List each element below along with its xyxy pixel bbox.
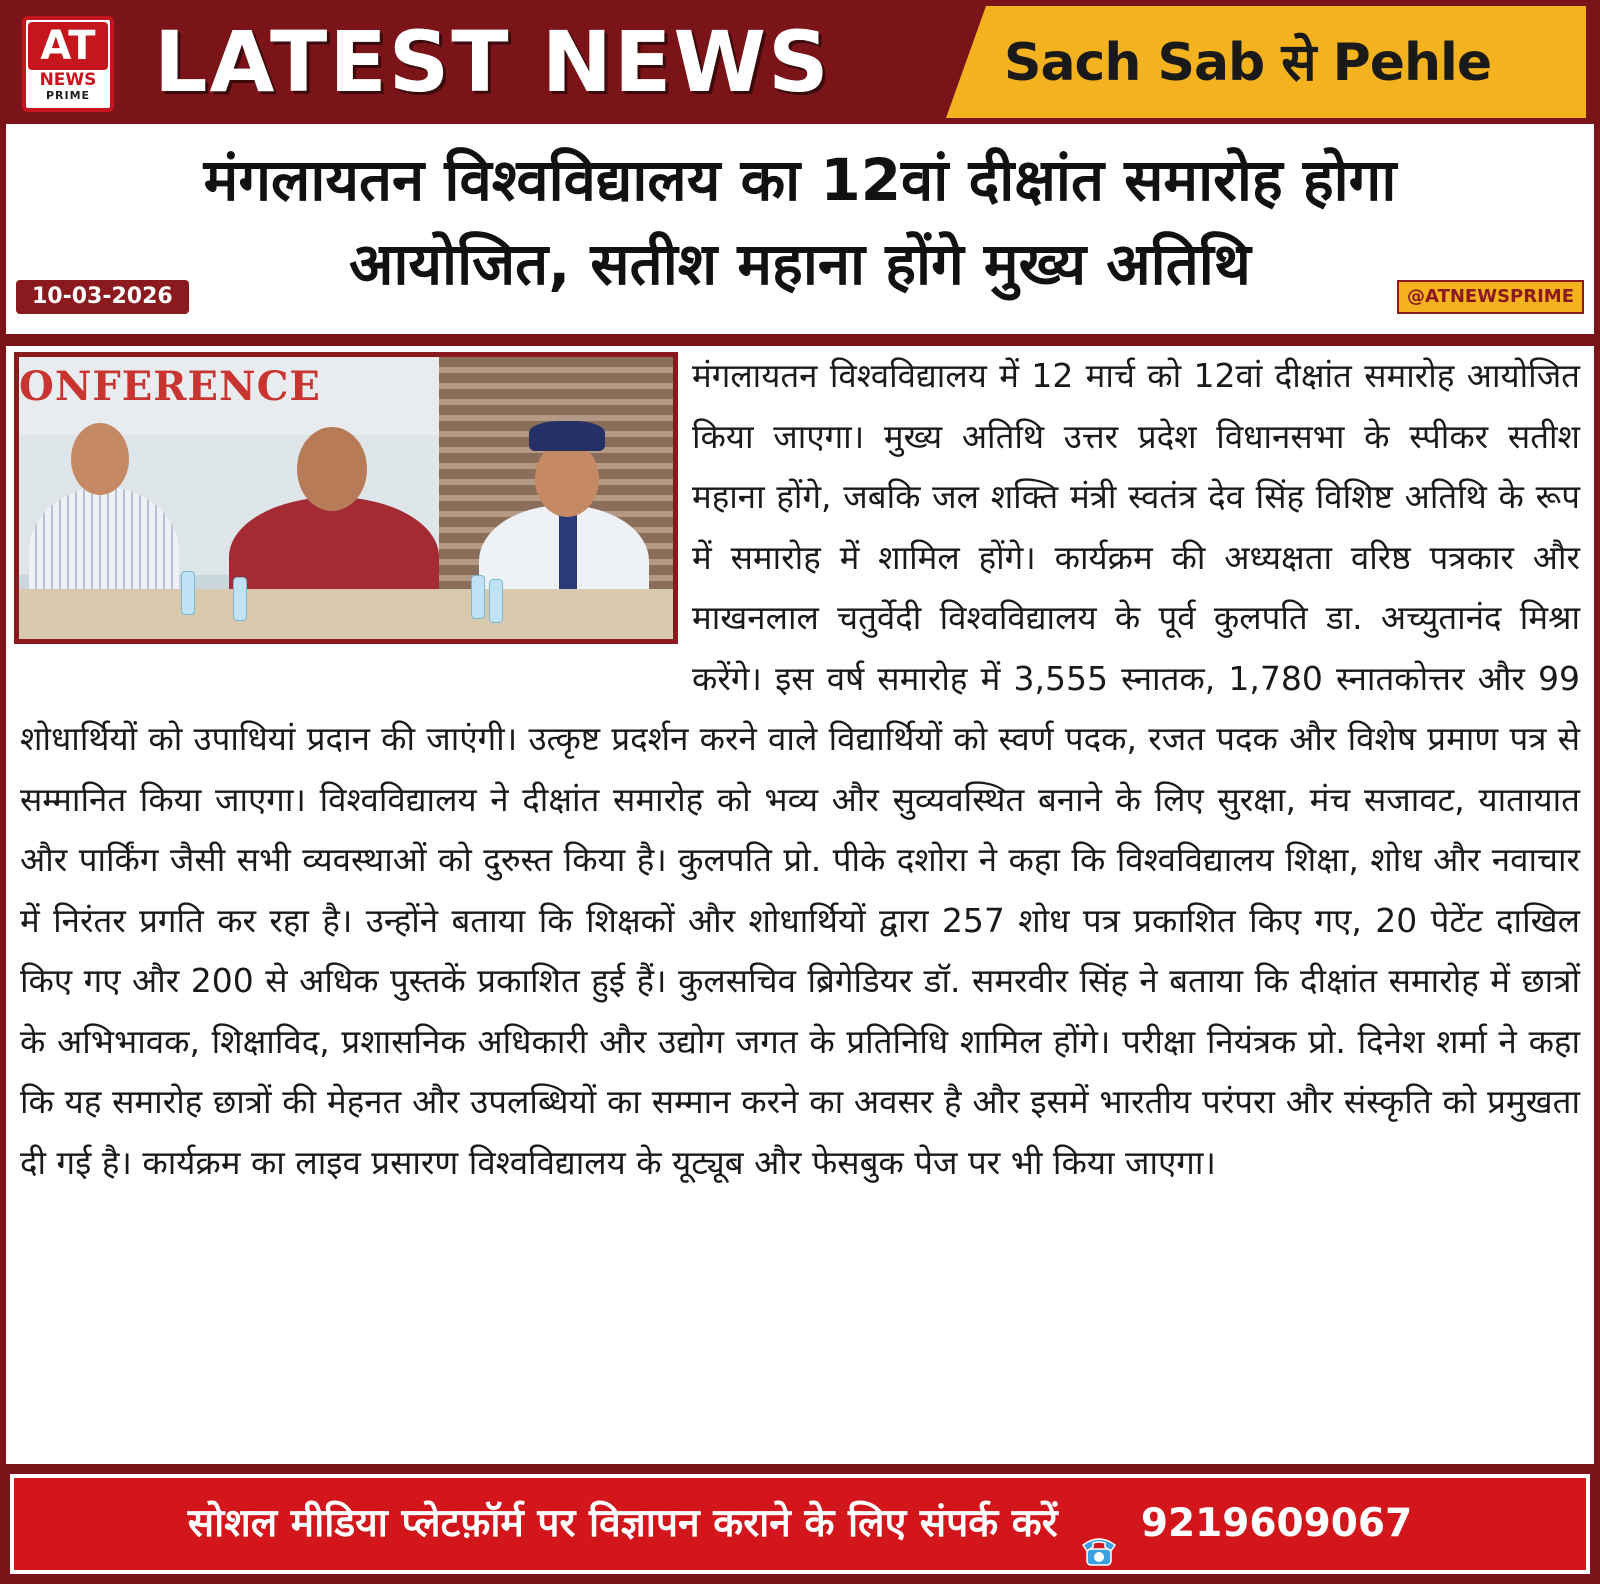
logo-news-text: NEWS <box>39 70 97 90</box>
headline-line-1: मंगलायतन विश्वविद्यालय का 12वां दीक्षांत समारोह होगा <box>203 146 1397 214</box>
photo-person-center-head <box>297 427 367 511</box>
footer-phone-number[interactable]: 9219609067 <box>1140 1501 1413 1546</box>
photo-person-right-head <box>535 441 599 517</box>
footer-text: सोशल मीडिया प्लेटफ़ॉर्म पर विज्ञापन कराने के लिए संपर्क करें <box>187 1501 1058 1546</box>
social-handle-badge: @ATNEWSPRIME <box>1397 280 1584 314</box>
photo-person-left-head <box>71 423 129 495</box>
photo-person-right-cap <box>529 421 605 451</box>
footer-contact-line <box>14 1478 1586 1570</box>
photo-water-bottle <box>489 579 503 623</box>
at-news-prime-logo <box>22 16 114 112</box>
tagline: Sach Sab से Pehle <box>1004 33 1492 93</box>
photo-water-bottle <box>181 571 195 615</box>
press-conference-photo <box>14 352 678 644</box>
logo-prime-text: PRIME <box>45 89 91 102</box>
headline-box <box>6 124 1594 334</box>
advertisement-footer <box>10 1474 1590 1574</box>
headline <box>6 138 1594 306</box>
photo-table <box>19 589 678 644</box>
logo-at-text: AT <box>28 22 108 70</box>
header-left-panel <box>14 6 974 118</box>
photo-water-bottle <box>471 575 485 619</box>
photo-banner-text: ONFERENCE <box>19 363 321 410</box>
telephone-icon <box>1079 1509 1119 1543</box>
article-box <box>6 346 1594 1464</box>
header-bar <box>14 6 1586 118</box>
date-badge: 10-03-2026 <box>16 280 189 314</box>
headline-line-2: आयोजित, सतीश महाना होंगे मुख्य अतिथि <box>349 230 1251 298</box>
photo-water-bottle <box>233 577 247 621</box>
latest-news-title: LATEST NEWS <box>154 13 831 111</box>
photo-banner <box>19 357 439 435</box>
article-body: मंगलायतन विश्वविद्यालय में 12 मार्च को 12वां दीक्षांत समारोह आयोजित किया जाएगा। मुख्य अतिथि उत्तर प्रदेश विधानसभा के स्पीकर सतीश महाना होंगे, जबकि जल शक्ति मंत्री स्वतंत्र देव सिंह विशिष्ट अतिथि के रूप में समारोह में शामिल होंगे। कार्यक्रम की अध्यक्षता वरिष्ठ पत्रकार और माखनलाल चतुर्वेदी विश्वविद्यालय के पूर्व कुलपति डा. अच्युतानंद मिश्रा करेंगे। इस वर्ष समारोह में 3,555 स्नातक, 1,780 स्नातकोत्तर और 99 शोधार्थियों को उपाधियां प्रदान की जाएंगी। उत्कृष्ट प्रदर्शन करने वाले विद्यार्थियों को स्वर्ण पदक, रजत पदक और विशेष प्रमाण पत्र से सम्मानित किया जाएगा। विश्वविद्यालय ने दीक्षांत समारोह को भव्य और सुव्यवस्थित बनाने के लिए सुरक्षा, मंच सजावट, यातायात और पार्किंग जैसी सभी व्यवस्थाओं को दुरुस्त किया है। कुलपति प्रो. पीके दशोरा ने कहा कि विश्वविद्यालय शिक्षा, शोध और नवाचार में निरंतर प्रगति कर रहा है। उन्होंने बताया कि शिक्षकों और शोधार्थियों द्वारा 257 शोध पत्र प्रकाशित किए गए, 20 पेटेंट दाखिल किए गए और 200 से अधिक पुस्तकें प्रकाशित हुई हैं। कुलसचिव ब्रिगेडियर डॉ. समरवीर सिंह ने बताया कि दीक्षांत समारोह में छात्रों के अभिभावक, शिक्षाविद, प्रशासनिक अधिकारी और उद्योग जगत के प्रतिनिधि शामिल होंगे। परीक्षा नियंत्रक प्रो. दिनेश शर्मा ने कहा कि यह समारोह छात्रों की मेहनत और उपलब्धियों का सम्मान करने का अवसर है और इसमें भारतीय परंपरा और संस्कृति को प्रमुखता दी गई है। कार्यक्रम का लाइव प्रसारण विश्वविद्यालय के यूट्यूब और फेसबुक पेज पर भी किया जाएगा। <box>20 356 1580 1182</box>
